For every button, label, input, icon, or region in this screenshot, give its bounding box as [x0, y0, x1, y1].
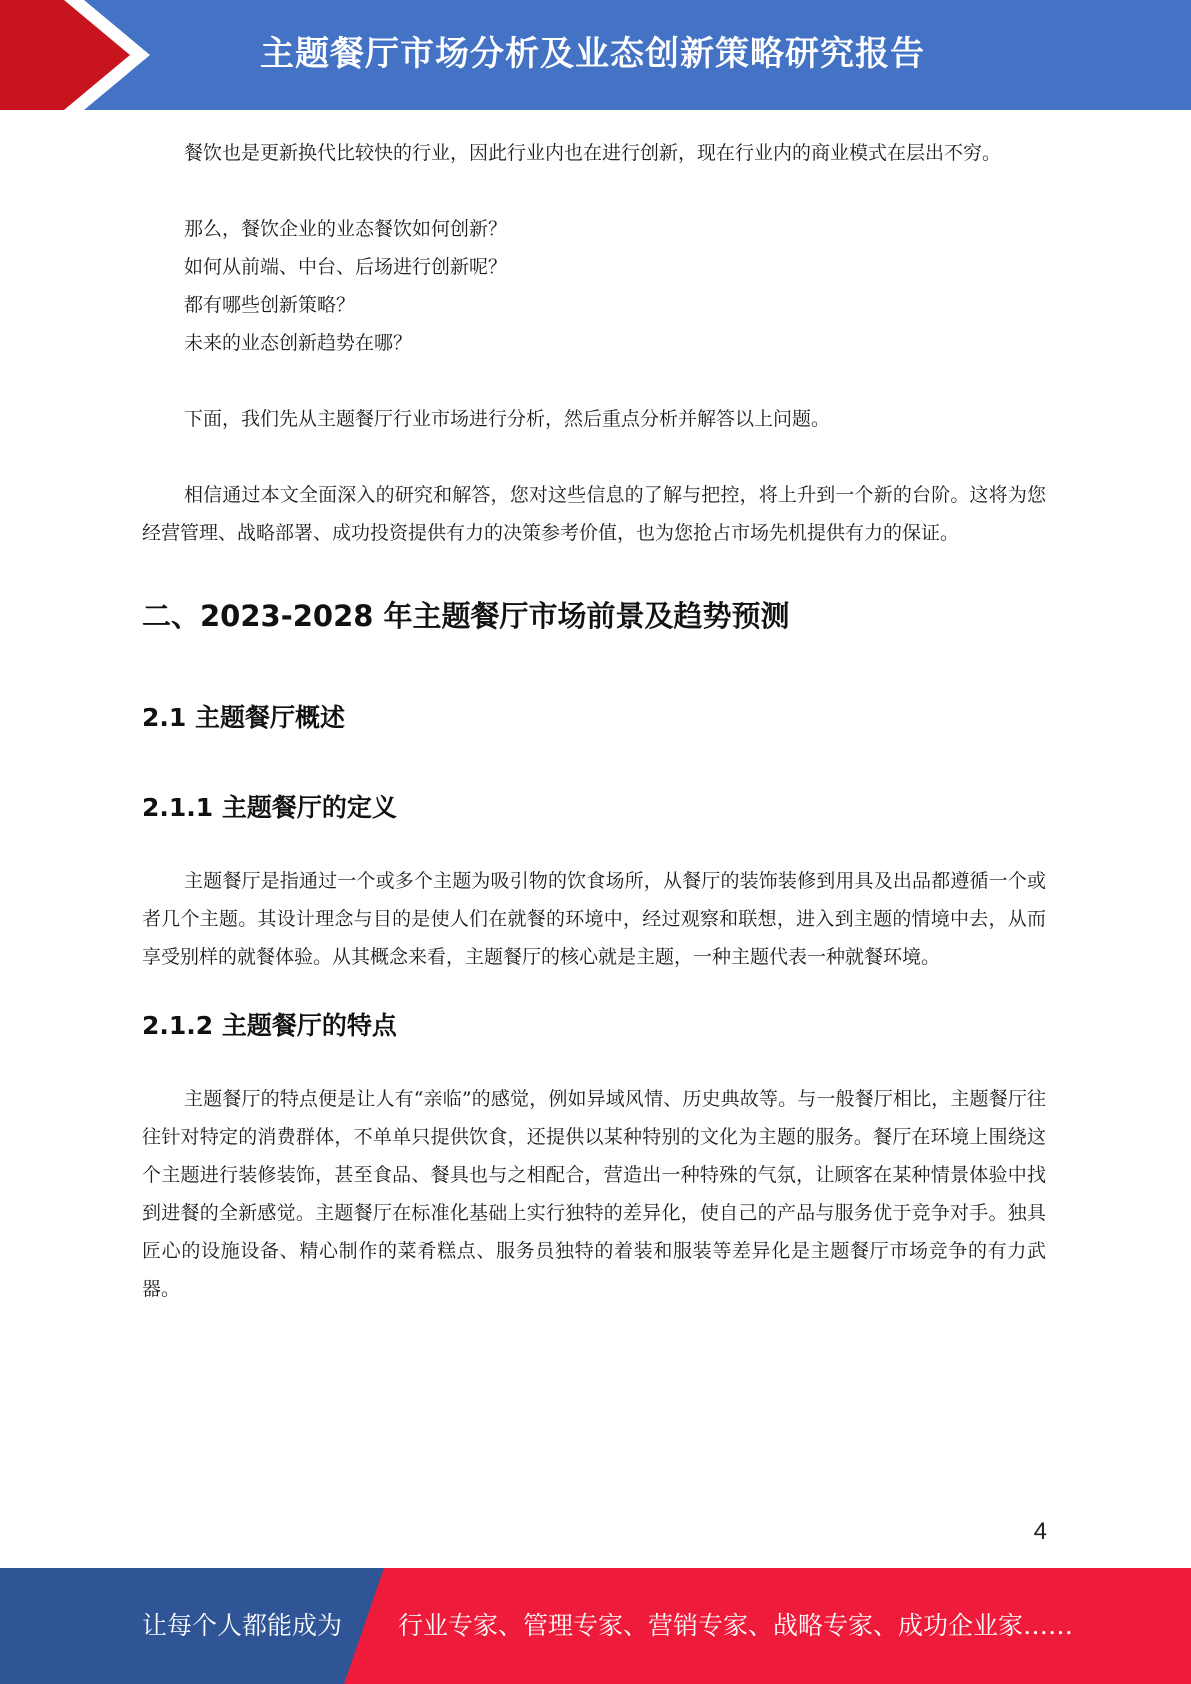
question-item: 如何从前端、中台、后场进行创新呢？ — [184, 256, 508, 278]
page-content — [142, 134, 1046, 1308]
question-item: 未来的业态创新趋势在哪？ — [184, 332, 413, 354]
subsection-heading: 2.1.1 主题餐厅的定义 — [142, 793, 397, 822]
subsection-heading: 2.1.2 主题餐厅的特点 — [142, 1011, 397, 1040]
definition-paragraph: 主题餐厅是指通过一个或多个主题为吸引物的饮食场所，从餐厅的装饰装修到用具及出品都遵循一个或者几个主题。其设计理念与目的是使人们在就餐的环境中，经过观察和联想，进入到主题的情境中去，从而享受别样的就餐体验。从其概念来看，主题餐厅的核心就是主题，一种主题代表一种就餐环境。 — [142, 870, 1046, 968]
lead-paragraph: 下面，我们先从主题餐厅行业市场进行分析，然后重点分析并解答以上问题。 — [184, 408, 831, 430]
question-item: 都有哪些创新策略？ — [184, 294, 356, 316]
page-number: 4 — [1033, 1518, 1047, 1545]
features-paragraph: 主题餐厅的特点便是让人有“亲临”的感觉，例如异域风情、历史典故等。与一般餐厅相比，主题餐厅往往针对特定的消费群体，不单单只提供饮食，还提供以某种特别的文化为主题的服务。餐厅在环境上围绕这个主题进行装修装饰，甚至食品、餐具也与之相配合，营造出一种特殊的气氛，让顾客在某种情景体验中找到进餐的全新感觉。主题餐厅在标准化基础上实行独特的差异化，使自己的产品与服务优于竞争对手。独具匠心的设施设备、精心制作的菜肴糕点、服务员独特的着装和服装等差异化是主题餐厅市场竞争的有力武器。 — [142, 1088, 1046, 1300]
subsection-heading: 2.1 主题餐厅概述 — [142, 703, 345, 732]
page-footer — [0, 1568, 1191, 1684]
page-header — [0, 0, 1191, 110]
footer-slogan-left: 让每个人都能成为 — [142, 1611, 343, 1640]
intro-paragraph: 餐饮也是更新换代比较快的行业，因此行业内也在进行创新，现在行业内的商业模式在层出不穷。 — [184, 142, 1002, 164]
footer-slogan-right: 行业专家、管理专家、营销专家、战略专家、成功企业家…… — [398, 1611, 1074, 1640]
report-title: 主题餐厅市场分析及业态创新策略研究报告 — [260, 34, 925, 74]
question-item: 那么，餐饮企业的业态餐饮如何创新？ — [184, 218, 508, 240]
section-heading: 二、2023-2028 年主题餐厅市场前景及趋势预测 — [142, 599, 790, 633]
value-paragraph: 相信通过本文全面深入的研究和解答，您对这些信息的了解与把控，将上升到一个新的台阶。这将为您经营管理、战略部署、成功投资提供有力的决策参考价值，也为您抢占市场先机提供有力的保证。 — [142, 484, 1046, 544]
